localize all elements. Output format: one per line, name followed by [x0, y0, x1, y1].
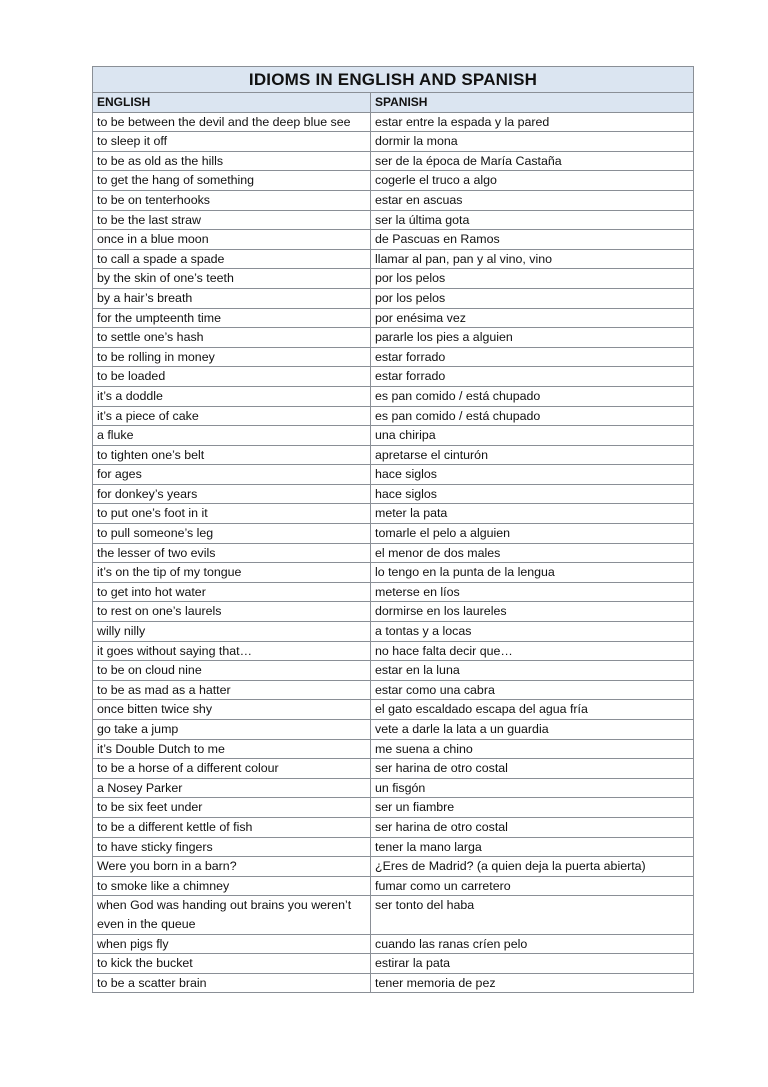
english-idiom-cell: to settle one’s hash	[93, 328, 371, 348]
spanish-idiom-cell: lo tengo en la punta de la lengua	[371, 563, 694, 583]
english-idiom-cell: to be on cloud nine	[93, 661, 371, 681]
table-row	[93, 504, 694, 524]
table-row	[93, 484, 694, 504]
idioms-table	[92, 66, 694, 993]
table-row	[93, 739, 694, 759]
table-row	[93, 954, 694, 974]
table-row	[93, 876, 694, 896]
table-row	[93, 582, 694, 602]
english-idiom-cell: when God was handing out brains you weren’t even in the queue	[93, 896, 371, 934]
english-idiom-cell: a fluke	[93, 426, 371, 446]
english-idiom-cell: to be as mad as a hatter	[93, 680, 371, 700]
spanish-idiom-cell: dormir la mona	[371, 132, 694, 152]
table-row	[93, 641, 694, 661]
english-idiom-cell: for ages	[93, 465, 371, 485]
table-title: IDIOMS IN ENGLISH AND SPANISH	[93, 67, 694, 93]
english-idiom-cell: to put one’s foot in it	[93, 504, 371, 524]
english-idiom-cell: a Nosey Parker	[93, 778, 371, 798]
english-idiom-cell: for donkey’s years	[93, 484, 371, 504]
spanish-idiom-cell: estar entre la espada y la pared	[371, 112, 694, 132]
document	[92, 66, 693, 993]
english-idiom-cell: to be a scatter brain	[93, 973, 371, 993]
english-idiom-cell: it’s on the tip of my tongue	[93, 563, 371, 583]
spanish-idiom-cell: tener memoria de pez	[371, 973, 694, 993]
english-idiom-cell: for the umpteenth time	[93, 308, 371, 328]
table-row	[93, 563, 694, 583]
english-idiom-cell: to call a spade a spade	[93, 249, 371, 269]
table-row	[93, 151, 694, 171]
spanish-idiom-cell: es pan comido / está chupado	[371, 406, 694, 426]
spanish-idiom-cell: me suena a chino	[371, 739, 694, 759]
spanish-idiom-cell: un fisgón	[371, 778, 694, 798]
english-idiom-cell: to be on tenterhooks	[93, 190, 371, 210]
english-idiom-cell: to smoke like a chimney	[93, 876, 371, 896]
table-body	[93, 112, 694, 993]
table-row	[93, 386, 694, 406]
english-idiom-cell: to be the last straw	[93, 210, 371, 230]
header-row	[93, 93, 694, 113]
spanish-idiom-cell: ser de la época de María Castaña	[371, 151, 694, 171]
english-idiom-cell: to pull someone’s leg	[93, 524, 371, 544]
english-idiom-cell: it’s a doddle	[93, 386, 371, 406]
spanish-idiom-cell: estar como una cabra	[371, 680, 694, 700]
title-row	[93, 67, 694, 93]
table-row	[93, 249, 694, 269]
spanish-idiom-cell: a tontas y a locas	[371, 622, 694, 642]
spanish-idiom-cell: ¿Eres de Madrid? (a quien deja la puerta abierta)	[371, 857, 694, 877]
english-idiom-cell: when pigs fly	[93, 934, 371, 954]
table-row	[93, 817, 694, 837]
spanish-idiom-cell: dormirse en los laureles	[371, 602, 694, 622]
table-row	[93, 288, 694, 308]
english-idiom-cell: the lesser of two evils	[93, 543, 371, 563]
spanish-idiom-cell: fumar como un carretero	[371, 876, 694, 896]
english-idiom-cell: to be six feet under	[93, 798, 371, 818]
table-row	[93, 759, 694, 779]
table-row	[93, 112, 694, 132]
english-idiom-cell: to sleep it off	[93, 132, 371, 152]
spanish-idiom-cell: es pan comido / está chupado	[371, 386, 694, 406]
spanish-idiom-cell: estar en ascuas	[371, 190, 694, 210]
spanish-idiom-cell: ser harina de otro costal	[371, 817, 694, 837]
english-idiom-cell: to rest on one’s laurels	[93, 602, 371, 622]
table-row	[93, 445, 694, 465]
spanish-idiom-cell: de Pascuas en Ramos	[371, 230, 694, 250]
table-row	[93, 465, 694, 485]
english-idiom-cell: to tighten one’s belt	[93, 445, 371, 465]
spanish-idiom-cell: el menor de dos males	[371, 543, 694, 563]
english-idiom-cell: once bitten twice shy	[93, 700, 371, 720]
table-row	[93, 798, 694, 818]
table-row	[93, 837, 694, 857]
english-idiom-cell: it’s a piece of cake	[93, 406, 371, 426]
english-idiom-cell: to be a horse of a different colour	[93, 759, 371, 779]
table-row	[93, 720, 694, 740]
table-row	[93, 171, 694, 191]
table-row	[93, 543, 694, 563]
english-idiom-cell: to get into hot water	[93, 582, 371, 602]
table-row	[93, 230, 694, 250]
spanish-idiom-cell: por enésima vez	[371, 308, 694, 328]
table-row	[93, 328, 694, 348]
spanish-idiom-cell: estar forrado	[371, 367, 694, 387]
spanish-idiom-cell: no hace falta decir que…	[371, 641, 694, 661]
english-idiom-cell: to be as old as the hills	[93, 151, 371, 171]
english-idiom-cell: to be a different kettle of fish	[93, 817, 371, 837]
spanish-idiom-cell: cuando las ranas críen pelo	[371, 934, 694, 954]
spanish-idiom-cell: ser un fiambre	[371, 798, 694, 818]
spanish-idiom-cell: ser la última gota	[371, 210, 694, 230]
english-idiom-cell: Were you born in a barn?	[93, 857, 371, 877]
english-idiom-cell: to be loaded	[93, 367, 371, 387]
spanish-idiom-cell: cogerle el truco a algo	[371, 171, 694, 191]
english-idiom-cell: it’s Double Dutch to me	[93, 739, 371, 759]
english-idiom-cell: go take a jump	[93, 720, 371, 740]
spanish-idiom-cell: ser tonto del haba	[371, 896, 694, 934]
table-row	[93, 190, 694, 210]
english-idiom-cell: by a hair’s breath	[93, 288, 371, 308]
english-idiom-cell: to be between the devil and the deep blue see	[93, 112, 371, 132]
table-row	[93, 602, 694, 622]
table-row	[93, 700, 694, 720]
english-idiom-cell: to kick the bucket	[93, 954, 371, 974]
table-row	[93, 132, 694, 152]
table-row	[93, 406, 694, 426]
table-row	[93, 347, 694, 367]
spanish-idiom-cell: meter la pata	[371, 504, 694, 524]
spanish-idiom-cell: estirar la pata	[371, 954, 694, 974]
spanish-idiom-cell: apretarse el cinturón	[371, 445, 694, 465]
spanish-idiom-cell: hace siglos	[371, 465, 694, 485]
spanish-idiom-cell: tener la mano larga	[371, 837, 694, 857]
table-row	[93, 896, 694, 934]
english-idiom-cell: by the skin of one’s teeth	[93, 269, 371, 289]
english-idiom-cell: to be rolling in money	[93, 347, 371, 367]
column-header-english: ENGLISH	[93, 93, 371, 113]
spanish-idiom-cell: ser harina de otro costal	[371, 759, 694, 779]
table-row	[93, 269, 694, 289]
table-row	[93, 367, 694, 387]
table-row	[93, 308, 694, 328]
spanish-idiom-cell: pararle los pies a alguien	[371, 328, 694, 348]
spanish-idiom-cell: llamar al pan, pan y al vino, vino	[371, 249, 694, 269]
table-row	[93, 857, 694, 877]
table-row	[93, 973, 694, 993]
spanish-idiom-cell: vete a darle la lata a un guardia	[371, 720, 694, 740]
spanish-idiom-cell: estar forrado	[371, 347, 694, 367]
spanish-idiom-cell: tomarle el pelo a alguien	[371, 524, 694, 544]
spanish-idiom-cell: por los pelos	[371, 288, 694, 308]
table-row	[93, 622, 694, 642]
table-row	[93, 524, 694, 544]
english-idiom-cell: once in a blue moon	[93, 230, 371, 250]
table-row	[93, 934, 694, 954]
spanish-idiom-cell: una chiripa	[371, 426, 694, 446]
english-idiom-cell: it goes without saying that…	[93, 641, 371, 661]
table-row	[93, 661, 694, 681]
table-row	[93, 778, 694, 798]
spanish-idiom-cell: estar en la luna	[371, 661, 694, 681]
spanish-idiom-cell: por los pelos	[371, 269, 694, 289]
table-row	[93, 210, 694, 230]
table-row	[93, 680, 694, 700]
english-idiom-cell: willy nilly	[93, 622, 371, 642]
spanish-idiom-cell: meterse en líos	[371, 582, 694, 602]
english-idiom-cell: to get the hang of something	[93, 171, 371, 191]
table-row	[93, 426, 694, 446]
spanish-idiom-cell: el gato escaldado escapa del agua fría	[371, 700, 694, 720]
spanish-idiom-cell: hace siglos	[371, 484, 694, 504]
column-header-spanish: SPANISH	[371, 93, 694, 113]
english-idiom-cell: to have sticky fingers	[93, 837, 371, 857]
